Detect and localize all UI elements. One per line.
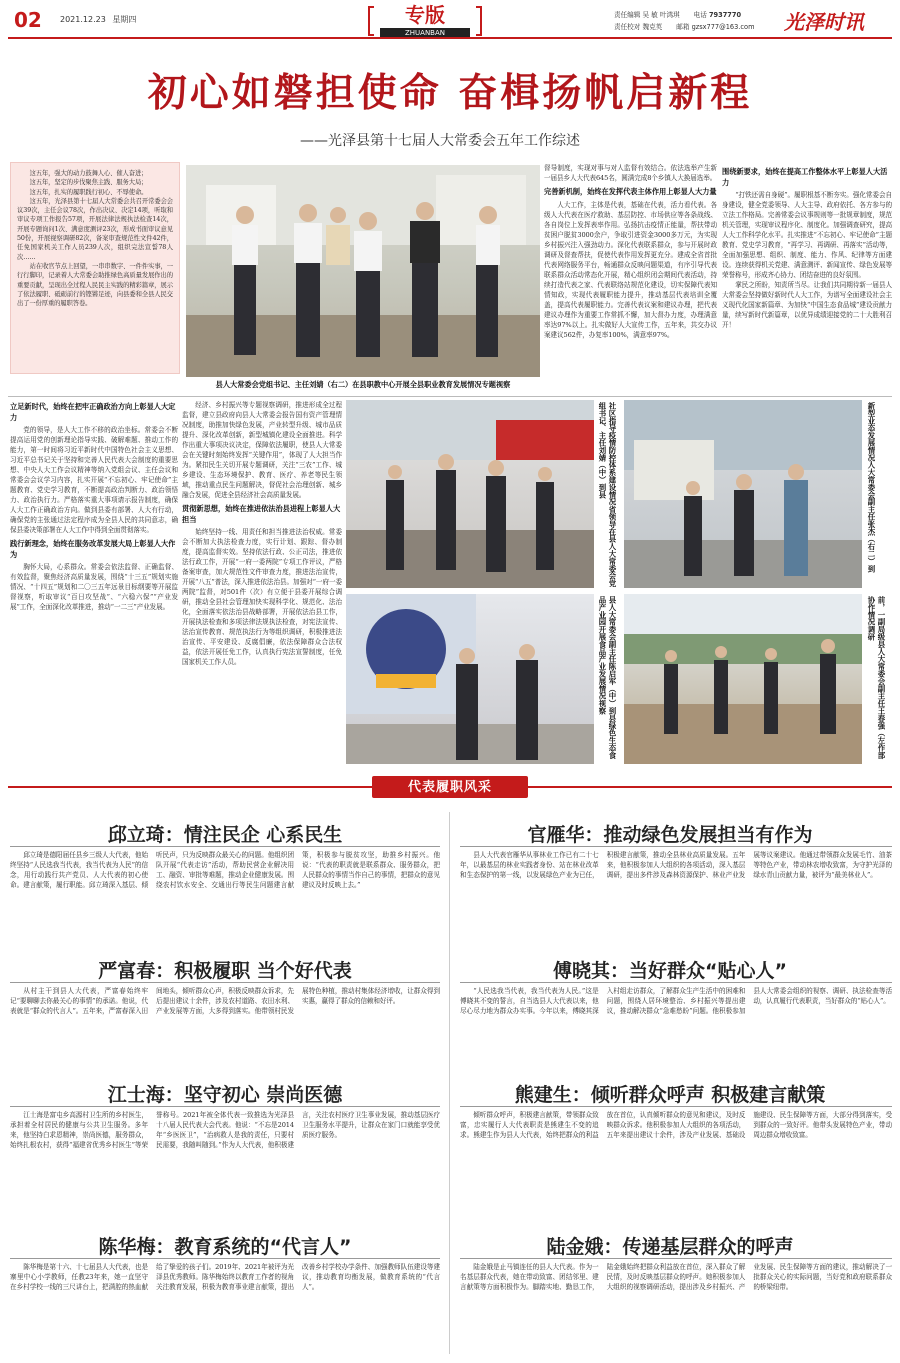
feature-rule xyxy=(10,982,440,983)
col-l1-body: 党的领导，是人大工作不移的政治坐标。常委会不断提高运用党的创新理论指导实践、破解难题、推动工作的能力，第一时间将习近平新时代中国特色社会主义思想、习近平总书记关于坚持和完善人民代表大会制度的重要思想、中央人大工作会议精神等纳入党组会议、主任会议和常委会会议学习内容，扎实开展“不忘初心、牢记使命”主题教育、党史学习教育，不断提高政治判断力、政治领悟力、政治执行力。严格落实重大事项请示报告制度，确保人大工作正确政治方向。做到县委有部署、人大有行动，确保党的主张通过法定程序成为全县人民的共同意志，确保县委决策部署在人大工作中得到全面贯彻落实。 xyxy=(10,426,178,535)
col-l1-heading: 践行新理念，始终在服务改革发展大局上彰显人大作为 xyxy=(10,539,176,559)
intro-para: 这五年，扎实的履职践行初心、不辱使命。 xyxy=(29,188,148,196)
col-r1-para: 督导制度，实现对事与对人监督有效结合。依法选举产生新一届县乡人大代表645名，圆满完成8个乡镇人大换届选举。 xyxy=(544,164,717,182)
col-l1-heading: 立足新时代，始终在把牢正确政治方向上彰显人大定力 xyxy=(10,402,176,422)
feature-body xyxy=(460,1110,892,1226)
col-m1-body: 始终坚持一线、用责任和担当推进法治权威。常委会不断加大执法检查力度，实行计划、跟踪、督办制度，提高监督实效。坚持依法行政、公正司法，推进依法行政工作，开展“一府一委两院”专项工作评议，严格备案审查，加大规范性文件审查力度，推进法治宣传，开展“八五”普法，深入推进依法治县。加强对“一府一委两院”监督，对501件（次）有立便于县委开展综合调研，推动全县社会管理加快实现科学化、规范化、法治化，全面落实依法治县战略部署，开展依法治县工作，开展执法检查和多项法律法规执法检查，对宪法宣传、法治宣传教育、规范执法行为等组织调研，积极推进法治宣传、平安建设、反腐倡廉，依法保障群众合法权益，依法开展任免工作，认真执行宪法宣誓制度，任免国家机关工作人员。 xyxy=(182,528,342,667)
feature-body xyxy=(460,986,892,1074)
credits xyxy=(614,9,755,33)
people-inspection-image xyxy=(186,165,540,377)
feature-title: 熊建生：倾听群众呼声 积极建言献策 xyxy=(514,1084,826,1106)
photo-foodpark xyxy=(346,594,594,764)
intro-para: 这五年，强大的动力鼓舞人心、催人奋进； xyxy=(29,170,148,177)
right-bracket-icon xyxy=(476,6,482,36)
top-photo-caption: 县人大常委会党组书记、主任刘婧（右二）在县职教中心开展全县职业教育发展情况专题视察 xyxy=(215,380,511,389)
feature-title: 邱立琦：情注民企 心系民生 xyxy=(107,824,343,846)
date: 2021.12.23 xyxy=(60,15,106,24)
feature-rule xyxy=(460,982,892,983)
field-survey-image xyxy=(624,594,862,764)
section-banner xyxy=(370,2,480,42)
feature-rule xyxy=(10,1106,440,1107)
col-r2-body: 掌民之所盼，知责所当尽。让我们共同期待新一届县人大常委会坚持做好新时代人大工作，为谱写全面建设社会主义现代化国家新篇章、为加快“中国生态食品城”建设贡献力量，续写新时代新篇章，以优异成绩迎接党的二十大胜利召开！ xyxy=(722,281,892,330)
feature-title: 江士海：坚守初心 崇尚医德 xyxy=(107,1084,343,1106)
col-r1 xyxy=(544,163,717,393)
masthead xyxy=(0,0,900,36)
caption-survey: 前，一副局级县人大常委会副主任王春强（左作部协作情况调研 xyxy=(867,596,886,759)
col-r1-body: 人大工作，主体是代表，基础在代表，活力看代表。各级人大代表在医疗救助、基层防控、市场供应等各条战线、各自岗位上发挥表率作用。弘扬抗击疫情正能量，帮扶带动贫困户脱贫3000余户，争取引进资金3000多万元，为实现乡村振兴注入强劲动力。深化代表联系群众，参与开展时政调研及督查帮扶，促使代表作用发挥更充分。建成全省首批代表网络服务平台，畅通群众反映问题渠道，有序引导代表联系群众活动常态化开展，精心组织闭会期间代表活动，持续打造代表之家、代表联络站规范化建设，切实保障代表知情知政，实现代表履职能力提升，推动基层代表培训全覆盖，提高代表履职能力。完善代表议案和建议办理，把代表建议办理作为重要工作常抓不懈，加大督办力度，办理满意率达97%以上。扎实做好人大宣传工作，五年来，共交办议案建议562件，办复率100%，满意率97%。 xyxy=(544,200,717,339)
col-m1-body: 经济、乡村振兴等专题视察调研，推进形成全过程监督，建立县政府向县人大常委会报告国有资产管理情况制度，助推加快绿色发展，产业转型升级、城市品质提升、深化改革创新，新型城镇化建设全面推进。科学作出重大事项决议决定，保障依法履职，使县人大常委会在关键时刻始终发挥“关键作用”，体现了人大担当作为。紧扣民生关切开展专题调研，关注“三农”工作、城乡建设、生态环境保护、教育、医疗、养老等民生领域，推动重点民生问题解决，督促社会治理创新、城乡融合发展，促进全县经济社会高质量发展。 xyxy=(182,401,342,499)
email-label: 邮箱 xyxy=(676,23,690,31)
feature-title: 傅晓其：当好群众“贴心人” xyxy=(553,960,787,982)
caption-foodpark: 县人大常委会副主任陈启军（中）到县绿色生态食品产业园开展食品产业发展情况视察 xyxy=(598,596,617,759)
intro-para: 这五年，坚定的步伐聚焦主践、服务大局； xyxy=(29,179,148,187)
col-r2 xyxy=(722,165,892,393)
editor: 责任编辑 吴 敏 叶鸿琪 xyxy=(614,11,680,19)
feature-text: 邱立琦是德阳届任县乡三级人大代表，他始终坚持“人民选我当代表，我当代表为人民”的信念，用行动践行共产党员、人大代表的初心使命。建言献策，履行职能。邱立琦深入基层、倾听民声，只为反映群众最关心的问题。他组织团队开展“代表走访”活动，帮助民营企业解决用工、融资、审批等难题，推动企业健康发展。围绕农村饮水安全、交通出行等民生问题建言献策，积极参与脱贫攻坚，助推乡村振兴。他说：“代表的职责就是联系群众、服务群众，把人民群众的事情当作自己的事情，把群众的意见建议及时反映上去。” xyxy=(10,851,440,889)
top-photo xyxy=(186,165,540,377)
intro-para: 站在收官节点上回望，一串串数字、一件件实事，一行行脚印，记录着人大常委会助推绿色高质量发展作出的重要贡献，呈现出全过程人民民主实践的精彩篇章，展示了依法履职、砥砺前行的铿锵足迹，向县委和全县人民交出了一份厚重的履职答卷。 xyxy=(17,262,173,308)
proofreader: 责任校对 魏克英 xyxy=(614,23,663,31)
feature-body xyxy=(10,1110,440,1226)
feature-rule xyxy=(460,1106,892,1107)
section-name: 专版 xyxy=(405,3,445,27)
feature-body xyxy=(460,850,892,948)
section-title: 代表履职风采 xyxy=(407,780,492,795)
date-line xyxy=(60,14,136,25)
email: gzsx777@163.com xyxy=(691,23,755,31)
caption-newbiz: 新型业态发展情况人大常委会副主任张杰（右二）到 xyxy=(867,402,876,573)
feature-body xyxy=(10,850,440,948)
phone: 7937770 xyxy=(708,11,742,19)
section-name-en: ZHUANBAN xyxy=(380,28,470,38)
caption-community: 社区指导疫情防控体系建设情况省领导在县人大常委会党组书记、主任刘婧（中）到县 xyxy=(598,402,617,587)
feature-text: 陈华梅是第十六、十七届县人大代表，也是寨里中心小学教师，任教23年来，她一直坚守在乡村学校一线的三尺讲台上，把满腔的热血献给了挚爱的孩子们。2019年、2021年被评为光泽县优秀教师。陈华梅始终以教育工作者的视角关注教育发展，积极为教育事业建言献策，提出改善乡村学校办学条件、加强教师队伍建设等建议，推动教育均衡发展，做教育系统的“代言人”。 xyxy=(10,1263,440,1291)
feature-title: 官雁华：推动绿色发展担当有作为 xyxy=(527,824,813,846)
market-inspection-image xyxy=(624,400,862,588)
feature-rule xyxy=(10,846,440,847)
subheadline: ——光泽县第十七届人大常委会五年工作综述 xyxy=(300,133,580,149)
col-l1-body: 胸怀大局，心系群众。常委会依法监督、正确监督、有效监督，聚焦经济高质量发展，围绕“十三五”规划实施情况、“十四五”规划和二〇三五年远景目标纲要等开展监督视察，听取审议“百日攻坚战”、“六稳六保”“产业发展”工作，全面深化改革推进，推动“一二三”产业发展。 xyxy=(10,563,178,612)
intro-para: 这五年，光泽县第十七届人大常委会共召开常委会会议39次，主任会议78次，作出决议、决定14项，听取和审议专项工作报告57项，开展法律法规执法检查14次，开展专题询问1次、满意度测评23次，形成书面审议意见50份，开展视察调研82次，备案审查规范性文件42件，任免国家机关工作人员239人次，组织完法宣誓78人次…… xyxy=(17,197,173,261)
feature-title: 陆金娥：传递基层群众的呼声 xyxy=(546,1236,794,1258)
col-m1-heading: 贯彻新思想，始终在推进依法治县进程上彰显人大担当 xyxy=(182,504,341,524)
photo-survey xyxy=(624,594,862,764)
feature-text: 从村主干到县人大代表，严富春始终牢记“要聊聊去你最关心的事情”的承诺。他说，代表就是“群众的代言人”。五年来，严富春深入田间地头，倾听群众心声，积极反映群众诉求，先后提出建议十余件，涉及农村道路、农田水利、产业发展等方面，大多得到落实。他带领村民发展特色种植，推动村集体经济增收，让群众得到实惠，赢得了群众的信赖和好评。 xyxy=(10,987,440,1015)
intro-text xyxy=(17,169,173,308)
feature-text: 陆金娥是止马镇连任的县人大代表。作为一名基层群众代表，她在带动致富、团结邻里、建言献策等方面积极作为。脚踏实地、勤恳工作，陆金娥始终把群众利益放在首位，深入群众了解民情，及时反映基层群众的呼声。她积极参加人大组织的视察调研活动，提出涉及乡村振兴、产业发展、民生保障等方面的建议，推动解决了一批群众关心的实际问题，当好党和政府联系群众的桥梁纽带。 xyxy=(460,1263,892,1291)
feature-text: “人民选我当代表，我当代表为人民。”这是傅晓其不变的誓言，自当选县人大代表以来，他尽心尽力地为群众办实事。今年以来，傅晓其深入村组走访群众，了解群众生产生活中的困难和问题，围绕人居环境整治、乡村振兴等提出建议，推动解决群众“急难愁盼”问题。他积极参加县人大常委会组织的视察、调研、执法检查等活动，认真履行代表职责，当好群众的“贴心人”。 xyxy=(460,987,892,1015)
col-r2-heading: 围绕新要求，始终在提高工作整体水平上彰显人大活力 xyxy=(722,167,888,187)
feature-body xyxy=(460,1262,892,1354)
feature-rule xyxy=(460,1258,892,1259)
headline: 初心如磐担使命 奋楫扬帆启新程 xyxy=(147,70,753,116)
feature-text: 江士海是富屯乡高源村卫生所的乡村医生，承担着全村居民的健康与公共卫生服务。多年来，他坚持白求恩精神，崇尚医德，服务群众，始终扎根农村，获得“福建省优秀乡村医生”等荣誉称号。2021年被全体代表一致推选为光泽县十八届人民代表大会代表。他说：“不忘是2014年“乡医医卫”，“治病救人是我的责任，只要村民需要，我随叫随到。”作为人大代表，他积极建言，关注农村医疗卫生事业发展，推动基层医疗卫生服务水平提升，让群众在家门口就能享受优质医疗服务。 xyxy=(10,1111,440,1149)
intro-box xyxy=(10,162,180,374)
feature-title: 陈华梅：教育系统的“代言人” xyxy=(98,1236,352,1258)
feature-text: 县人大代表官雁华从事林业工作已有二十七年，以最基层的林业实践者身份、站在林业改革和生态保护的第一线，以发展绿色产业为已任，积极建言献策，推动全县林业高质量发展。五年来，他积极参加人大组织的各项活动，深入基层调研，提出多件涉及森林资源保护、林业产业发展等议案建议。他通过带领群众发展毛竹、油茶等特色产业，带动林农增收致富，为守护光泽的绿水青山贡献力量，被评为“最美林业人”。 xyxy=(460,851,892,879)
col-r2-body: “打铁还需自身硬”。履职根基不断夯实。强化常委会自身建设，健全党委领导、人大主导、政府依托、各方参与的立法工作格局。完善常委会议事规则等一批规章制度，规范机关管理，实现审议程序化、制度化。加强调查研究，提高人大工作科学化水平。扎实推进“不忘初心、牢记使命”主题教育、党史学习教育，“再学习、再调研、再落实”活动等，全面加强思想、组织、制度、能力、作风、纪律等方面建设。连续获得机关党建、满意测评、新闻宣传、绿色发展等荣誉称号，形成齐心协力、团结奋进的良好氛围。 xyxy=(722,191,892,280)
feature-rule xyxy=(10,1258,440,1259)
section-title-box xyxy=(372,776,528,798)
feature-title: 严富春：积极履职 当个好代表 xyxy=(98,960,352,982)
col-l1 xyxy=(10,400,178,770)
feature-text: 倾听群众呼声，积极建言献策，带领群众致富，忠实履行人大代表职责是熊建生不变的追求。熊建生作为县人大代表，始终把群众的利益放在首位，认真倾听群众的意见和建议，及时反映群众诉求。他积极参加人大组织的各项活动，五年来提出建议十余件，涉及产业发展、基础设施建设、民生保障等方面，大部分得到落实，受到群众的一致好评。他带头发展特色产业，带动周边群众增收致富。 xyxy=(460,1111,892,1139)
feature-body xyxy=(10,986,440,1094)
feature-rule xyxy=(460,846,892,847)
foodpark-image xyxy=(346,594,594,764)
left-bracket-icon xyxy=(368,6,374,36)
paper-logo: 光泽时讯 xyxy=(784,10,864,34)
phone-label: 电话 xyxy=(693,11,707,19)
col-m1 xyxy=(182,400,342,770)
page-number: 02 xyxy=(14,8,42,32)
photo-community xyxy=(346,400,594,588)
col-r1-heading: 完善新机制，始终在发挥代表主体作用上彰显人大力量 xyxy=(544,187,717,196)
community-inspection-image xyxy=(346,400,594,588)
divider xyxy=(8,396,892,397)
center-divider xyxy=(449,812,450,1354)
weekday: 星期四 xyxy=(112,15,137,24)
photo-newbiz xyxy=(624,400,862,588)
header-rule xyxy=(8,37,892,39)
feature-body xyxy=(10,1262,440,1354)
